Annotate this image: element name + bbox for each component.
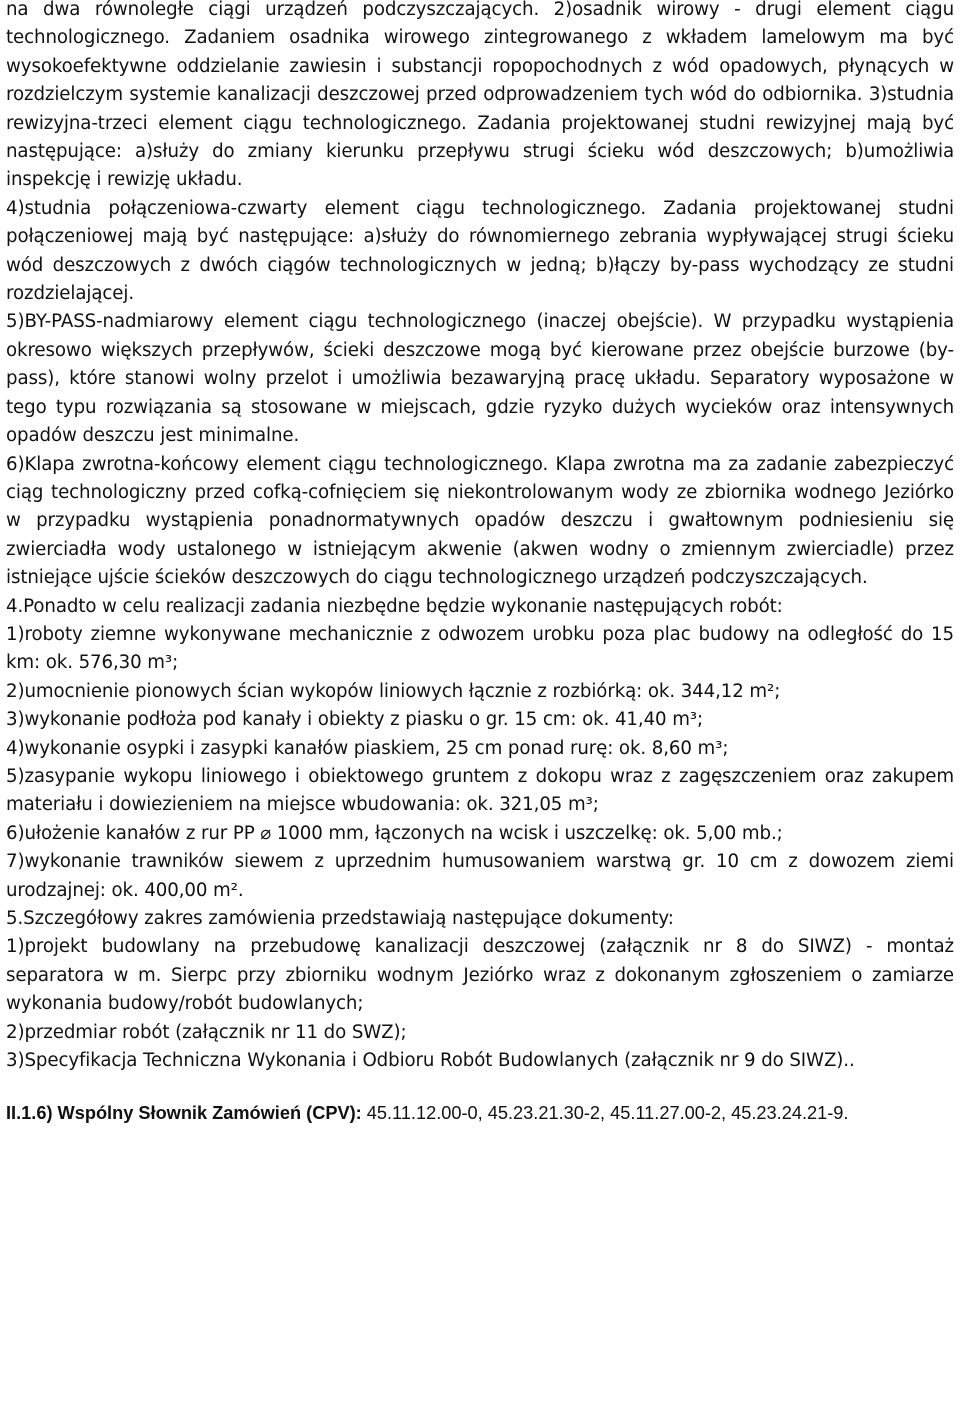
paragraph-technology-chain-part1: na dwa równoległe ciągi urządzeń podczyszczających. 2)osadnik wirowy - drugi element ciągu technologicznego. Zadaniem osadnika wirowego zintegrowanego z wkładem lamelowym ma być wysokoefektywne oddzielanie zawiesin i substancji ropopochodnych z wód opadowych, płynących w rozdzielczym systemie kanalizacji deszczowej przed odprowadzeniem tych wód do odbiornika. 3)studnia rewizyjna-trzeci element ciągu technologicznego. Zadania projektowanej studni rewizyjnej mają być następujące: a)służy do zmiany kierunku przepływu strugi ścieku wód deszczowych; b)umożliwia inspekcję i rewizję układu. bbox=[6, 0, 954, 191]
cpv-codes: 45.11.12.00-0, 45.23.21.30-2, 45.11.27.00-2, 45.23.24.21-9. bbox=[361, 1103, 849, 1124]
document-body bbox=[6, 0, 954, 1129]
list-item-sand-base: 3)wykonanie podłoża pod kanały i obiekty z piasku o gr. 15 cm: ok. 41,40 m³; bbox=[6, 709, 704, 731]
list-item-lawns: 7)wykonanie trawników siewem z uprzednim humusowaniem warstwą gr. 10 cm z dowozem ziemi urodzajnej: ok. 400,00 m². bbox=[6, 851, 954, 901]
paragraph-connection-well: 4)studnia połączeniowa-czwarty element ciągu technologicznego. Zadania projektowanej studni połączeniowej mają być następujące: a)służy do równomiernego zebrania wypływającej strugi ścieku wód deszczowych z dwóch ciągów technologicznych w jedną; b)łączy by-pass wychodzący ze studni rozdzielającej. bbox=[6, 197, 954, 305]
paragraph-documents-intro: 5.Szczegółowy zakres zamówienia przedstawiają następujące dokumenty: bbox=[6, 908, 674, 929]
list-item-building-project: 1)projekt budowlany na przebudowę kanalizacji deszczowej (załącznik nr 8 do SIWZ) - montaż separatora w m. Sierpc przy zbiorniku wodnym Jeziórko wraz z dokonanym zgłoszeniem o zamiarze wykonania budowy/robót budowlanych; bbox=[6, 936, 954, 1015]
list-item-pp-pipes: 6)ułożenie kanałów z rur PP ⌀ 1000 mm, łączonych na wcisk i uszczelkę: ok. 5,00 mb.; bbox=[6, 822, 783, 844]
cpv-section bbox=[6, 1099, 954, 1128]
list-item-wall-support: 2)umocnienie pionowych ścian wykopów liniowych łącznie z rozbiórką: ok. 344,12 m²; bbox=[6, 680, 781, 702]
list-item-trench-filling: 5)zasypanie wykopu liniowego i obiektowego gruntem z dokopu wraz z zagęszczeniem oraz zakupem materiału i dowiezieniem na miejsce wbudowania: ok. 321,05 m³; bbox=[6, 765, 954, 816]
paragraph-bypass: 5)BY-PASS-nadmiarowy element ciągu technologicznego (inaczej obejście). W przypadku wystąpienia okresowo większych przepływów, ścieki deszczowe mogą być kierowane przez obejście burzowe (by-pass), które stanowi wolny przelot i umożliwia bezawaryjną pracę układu. Separatory wyposażone w tego typu rozwiązania są stosowane w miejscach, gdzie ryzyko dużych wycieków oraz intensywnych opadów deszczu jest minimalne. bbox=[6, 311, 954, 447]
cpv-label: II.1.6) Wspólny Słownik Zamówień (CPV): bbox=[6, 1103, 362, 1124]
paragraph-works-intro: 4.Ponadto w celu realizacji zadania niezbędne będzie wykonanie następujących robót: bbox=[6, 595, 783, 617]
paragraph-check-valve: 6)Klapa zwrotna-końcowy element ciągu technologicznego. Klapa zwrotna ma za zadanie zabezpieczyć ciąg technologiczny przed cofką-cofnięciem się niekontrolowanym wody ze zbiornika wodnego Jeziórko w przypadku wystąpienia ponadnormatywnych opadów deszczu i gwałtownym podniesieniu się zwierciadła wody ustalonego w istniejącym akwenie (akwen wodny o zmiennym zwierciadle) przez istniejące ujście ścieków deszczowych do ciągu technologicznego urządzeń podczyszczających. bbox=[6, 453, 954, 589]
list-item-technical-specification: 3)Specyfikacja Techniczna Wykonania i Odbioru Robót Budowlanych (załącznik nr 9 do SIWZ).. bbox=[6, 1050, 855, 1072]
list-item-bill-of-quantities: 2)przedmiar robót (załącznik nr 11 do SWZ); bbox=[6, 1021, 407, 1043]
list-item-sand-backfill: 4)wykonanie osypki i zasypki kanałów piaskiem, 25 cm ponad rurę: ok. 8,60 m³; bbox=[6, 737, 729, 759]
spacer bbox=[6, 1075, 954, 1099]
list-item-earthworks: 1)roboty ziemne wykonywane mechanicznie z odwozem urobku poza plac budowy na odległość do 15 km: ok. 576,30 m³; bbox=[6, 623, 954, 674]
